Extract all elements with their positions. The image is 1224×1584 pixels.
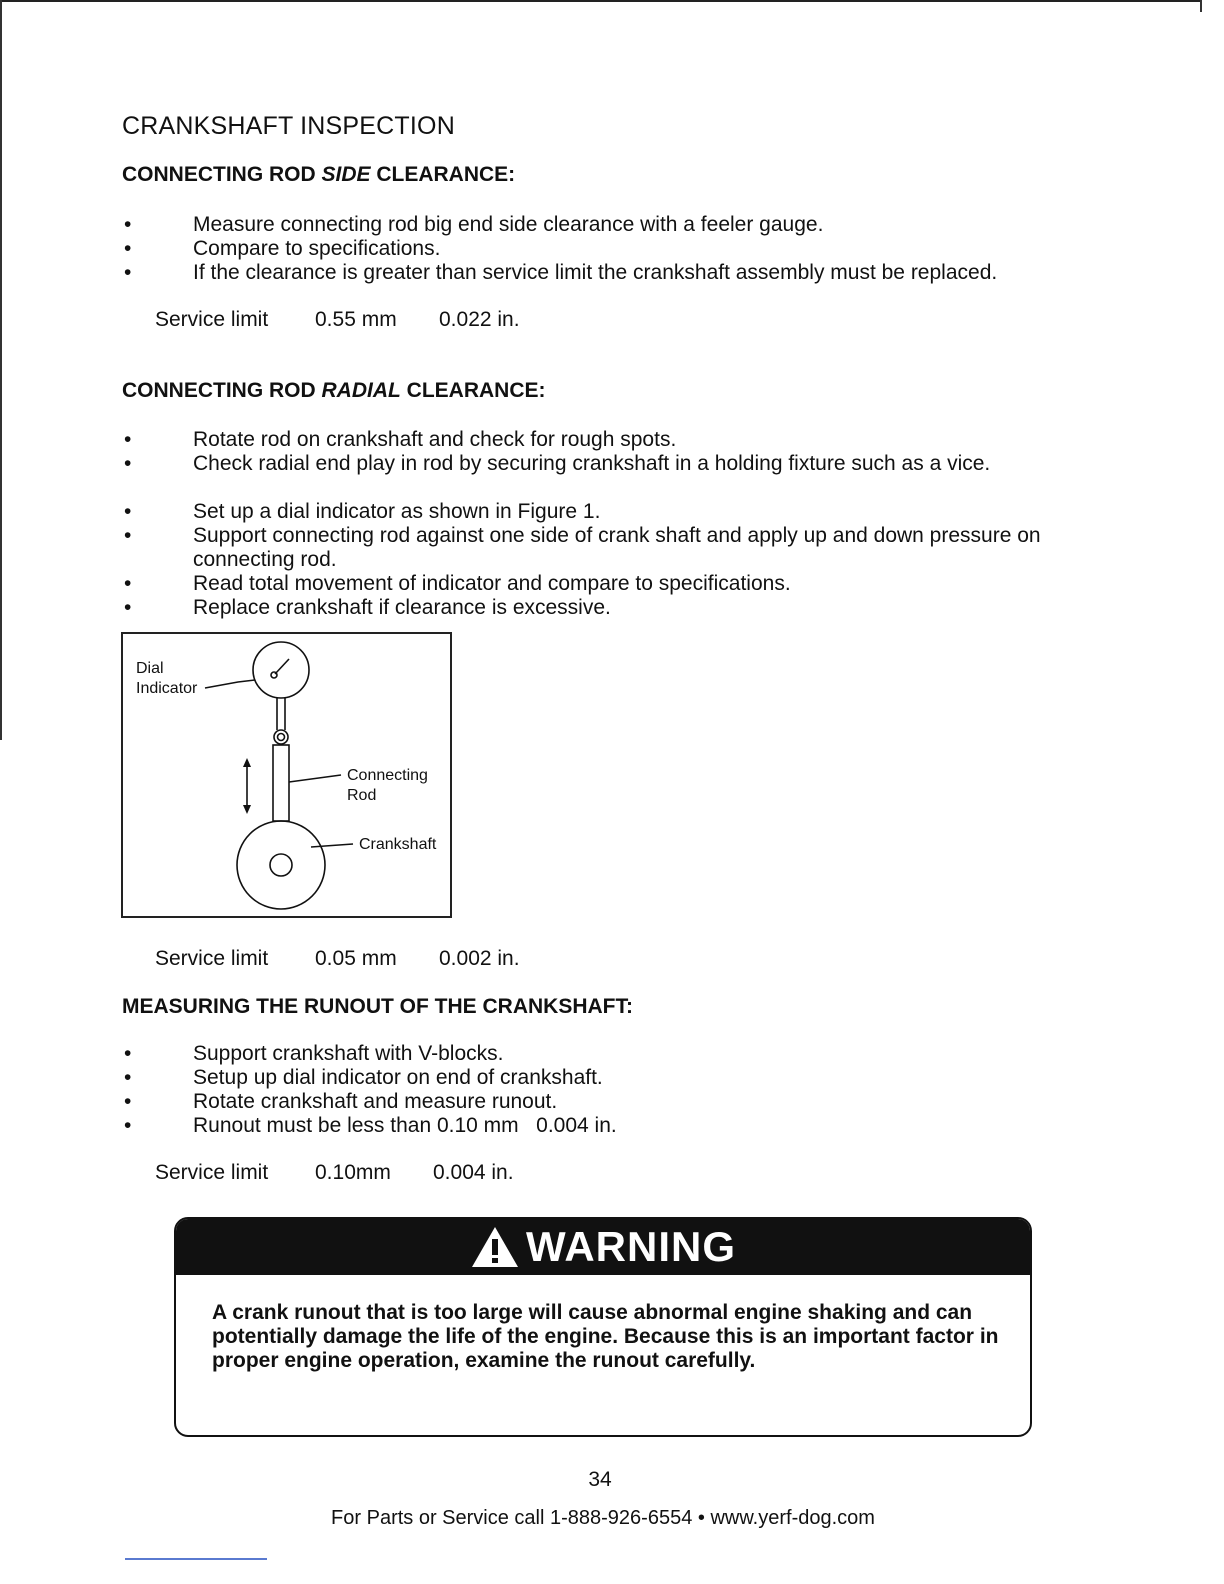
side-clearance-heading: CONNECTING ROD SIDE CLEARANCE: (122, 163, 516, 186)
list-item: • Set up a dial indicator as shown in Figure 1. (122, 500, 1042, 524)
crankshaft-label: Crankshaft (359, 836, 437, 853)
warning-title: WARNING (526, 1223, 736, 1270)
list-item: • Setup up dial indicator on end of crankshaft. (122, 1066, 1022, 1090)
page-border-left (0, 0, 2, 740)
connecting-rod (273, 745, 289, 821)
radial-clearance-list-a (122, 428, 1092, 476)
page-title: CRANKSHAFT INSPECTION (122, 112, 455, 140)
radial-clearance-heading: CONNECTING ROD RADIAL CLEARANCE: (122, 379, 546, 402)
figure-1-dial-indicator-setup (121, 632, 452, 918)
runout-service-limit: Service limit 0.10mm 0.004 in. (155, 1161, 514, 1184)
list-item: • Replace crankshaft if clearance is excessive. (122, 596, 1042, 620)
page-border-top (0, 0, 1200, 2)
dial-indicator-label: Dial Indicator (136, 660, 198, 697)
list-item: • Rotate crankshaft and measure runout. (122, 1090, 1022, 1114)
warning-header (176, 1219, 1030, 1275)
list-item: • Compare to specifications. (122, 237, 1092, 261)
list-item: • Check radial end play in rod by securing crankshaft in a holding fixture such as a vice. (122, 452, 1092, 476)
warning-triangle-icon (470, 1225, 520, 1269)
footer-rule (125, 1558, 267, 1560)
runout-list (122, 1042, 1022, 1138)
page-number: 34 (588, 1468, 612, 1491)
page-border-right (1200, 0, 1202, 12)
footer-contact: For Parts or Service call 1-888-926-6554 • www.yerf-dog.com (331, 1507, 875, 1529)
crankshaft-wheel (237, 821, 325, 909)
list-item: • Rotate rod on crankshaft and check for rough spots. (122, 428, 1092, 452)
radial-clearance-service-limit: Service limit 0.05 mm 0.002 in. (155, 947, 520, 970)
list-item: • If the clearance is greater than service limit the crankshaft assembly must be replaced. (122, 261, 1092, 285)
runout-heading: MEASURING THE RUNOUT OF THE CRANKSHAFT: (122, 995, 633, 1018)
warning-text: A crank runout that is too large will cause abnormal engine shaking and can potentially damage the life of the engine. Because this is an important factor in proper engine operation, examine the runout carefully. (212, 1301, 999, 1372)
list-item: • Measure connecting rod big end side clearance with a feeler gauge. (122, 213, 1092, 237)
rod-small-end (274, 730, 288, 744)
side-clearance-list (122, 213, 1092, 285)
connecting-rod-label: Connecting Rod (347, 767, 428, 804)
list-item: • Support connecting rod against one side of crank shaft and apply up and down pressure on connecting rod. (122, 524, 1042, 572)
radial-clearance-list-b (122, 500, 1042, 620)
warning-box (174, 1217, 1032, 1437)
dial-indicator-gauge (253, 642, 309, 698)
list-item: • Runout must be less than 0.10 mm 0.004 in. (122, 1114, 1022, 1138)
list-item: • Read total movement of indicator and compare to specifications. (122, 572, 1042, 596)
list-item: • Support crankshaft with V-blocks. (122, 1042, 1022, 1066)
side-clearance-service-limit: Service limit 0.55 mm 0.022 in. (155, 308, 520, 331)
